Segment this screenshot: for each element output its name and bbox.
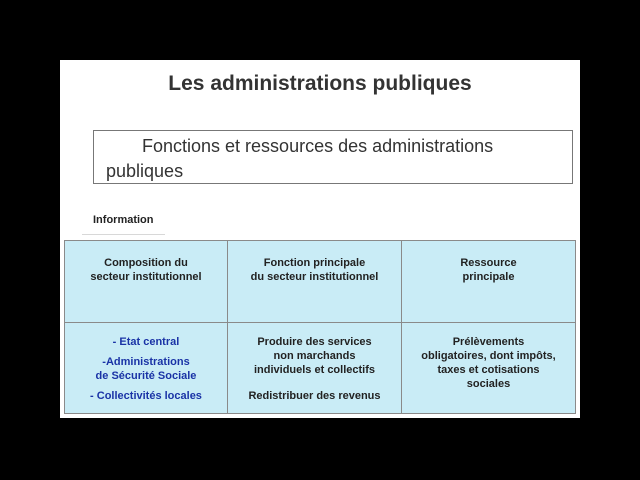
composition-cell xyxy=(65,323,228,414)
table-header-row xyxy=(65,241,576,323)
institutional-table xyxy=(64,240,576,414)
header-fonction: Fonction principale du secteur institutionnel xyxy=(228,241,402,323)
header-composition: Composition du secteur institutionnel xyxy=(65,241,228,323)
information-label: Information xyxy=(93,214,154,226)
list-item: -Administrations de Sécurité Sociale xyxy=(95,356,197,382)
subtitle-line-1: Fonctions et ressources des administrations xyxy=(142,136,494,156)
header-ressource: Ressource principale xyxy=(402,241,576,323)
slide xyxy=(60,60,580,418)
subtitle-box xyxy=(93,130,573,184)
fonction-cell: Produire des services non marchands individuels et collectifs Redistribuer des revenus xyxy=(228,323,402,414)
subtitle-line-2: publiques xyxy=(106,161,184,181)
list-item: - Etat central xyxy=(112,336,180,348)
list-item: - Collectivités locales xyxy=(90,390,202,402)
divider xyxy=(82,234,165,235)
table-row xyxy=(65,323,576,414)
ressource-cell: Prélèvements obligatoires, dont impôts, taxes et cotisations sociales xyxy=(402,323,576,414)
slide-title: Les administrations publiques xyxy=(168,72,472,95)
